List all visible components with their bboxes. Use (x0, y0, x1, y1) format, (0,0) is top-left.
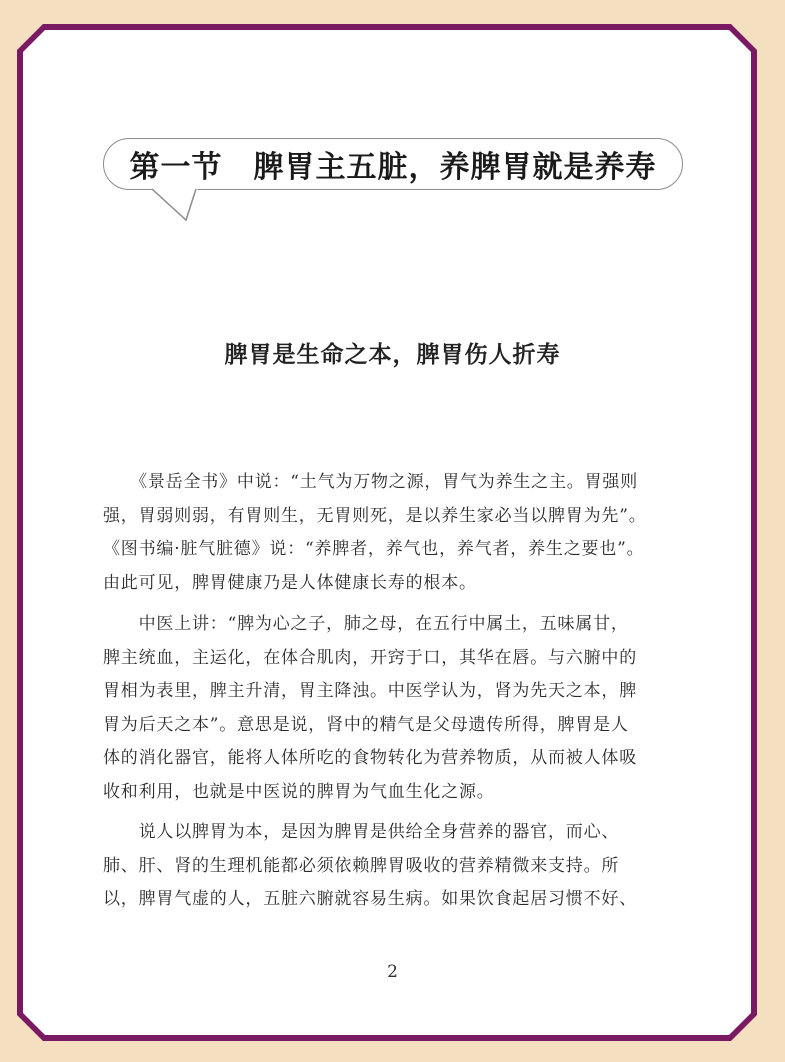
paragraph-1 (103, 466, 685, 600)
text-line: 说人以脾胃为本，是因为脾胃是供给全身营养的器官，而心、 (103, 822, 620, 842)
text-line: 强，胃弱则弱，有胃则生，无胃则死，是以养生家必当以脾胃为先”。 (103, 505, 647, 526)
text-line: 肺、肝、肾的生理机能都必须依赖脾胃吸收的营养精微来支持。所 (103, 855, 620, 876)
text-line: 《景岳全书》中说：“土气为万物之源，胃气为养生之主。胃强则 (103, 472, 638, 492)
text-line: 中医上讲：“脾为心之子，肺之母，在五行中属土，五味属甘， (103, 614, 629, 634)
text-line: 以，脾胃气虚的人，五脏六腑就容易生病。如果饮食起居习惯不好、 (103, 889, 637, 909)
page-number: 2 (387, 962, 398, 982)
speech-bubble-tail-icon (150, 188, 200, 222)
paragraph-2 (103, 608, 685, 809)
text-line: 由此可见，脾胃健康乃是人体健康长寿的根本。 (103, 572, 477, 593)
text-line: 收和利用，也就是中医说的脾胃为气血生化之源。 (103, 781, 495, 802)
text-line: 胃为后天之本”。意思是说，肾中的精气是父母遗传所得，脾胃是人 (103, 714, 629, 735)
text-line: 体的消化器官，能将人体所吃的食物转化为营养物质，从而被人体吸 (103, 748, 637, 768)
paragraph-3 (103, 816, 685, 917)
text-line: 《图书编·脏气脏德》说：“养脾者，养气也，养气者，养生之要也”。 (103, 539, 645, 559)
text-line: 胃相为表里，脾主升清，胃主降浊。中医学认为，肾为先天之本，脾 (103, 681, 637, 701)
section-title: 第一节 脾胃主五脏，养脾胃就是养寿 (129, 150, 657, 185)
subheading: 脾胃是生命之本，脾胃伤人折寿 (224, 341, 561, 368)
text-line: 脾主统血，主运化，在体合肌肉，开窍于口，其华在唇。与六腑中的 (103, 647, 637, 668)
